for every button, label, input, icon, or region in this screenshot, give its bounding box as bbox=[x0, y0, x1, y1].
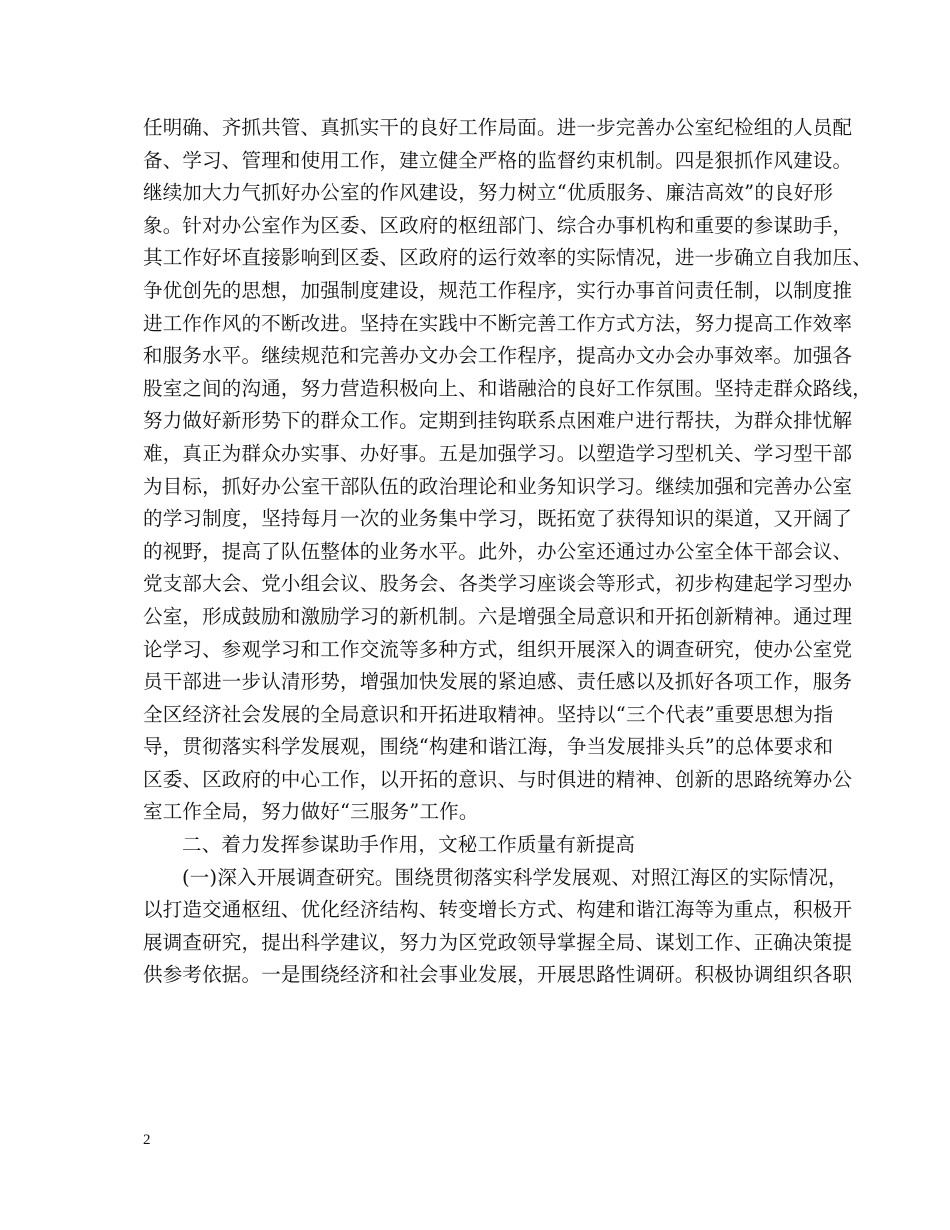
page-number: 2 bbox=[143, 1132, 151, 1148]
text-line-7: 进工作作风的不断改进。坚持在实践中不断完善工作方式方法，努力提高工作效率 bbox=[143, 311, 853, 335]
text-line-21: 区委、区政府的中心工作，以开拓的意识、与时俱进的精神、创新的思路统筹办公 bbox=[143, 767, 853, 791]
text-line-4: 象。针对办公室作为区委、区政府的枢纽部门、综合办事机构和重要的参谋助手， bbox=[143, 213, 853, 237]
text-line-11: 难，真正为群众办实事、办好事。五是加强学习。以塑造学习型机关、学习型干部 bbox=[143, 441, 853, 465]
text-line-27: 供参考依据。一是围绕经济和社会事业发展，开展思路性调研。积极协调组织各职 bbox=[143, 963, 853, 987]
text-line-19: 全区经济社会发展的全局意识和开拓进取精神。坚持以“三个代表”重要思想为指 bbox=[143, 702, 834, 726]
text-line-26: 展调查研究，提出科学建议，努力为区党政领导掌握全局、谋划工作、正确决策提 bbox=[143, 930, 853, 954]
text-line-15: 党支部大会、党小组会议、股务会、各类学习座谈会等形式，初步构建起学习型办 bbox=[143, 572, 853, 596]
text-line-14: 的视野，提高了队伍整体的业务水平。此外，办公室还通过办公室全体干部会议、 bbox=[143, 539, 853, 563]
text-line-12: 为目标，抓好办公室干部队伍的政治理论和业务知识学习。继续加强和完善办公室 bbox=[143, 474, 853, 498]
text-line-8: 和服务水平。继续规范和完善办文办会工作程序，提高办文办会办事效率。加强各 bbox=[143, 344, 853, 368]
text-line-16: 公室，形成鼓励和激励学习的新机制。六是增强全局意识和开拓创新精神。通过理 bbox=[143, 604, 853, 628]
text-line-25: 以打造交通枢纽、优化经济结构、转变增长方式、构建和谐江海等为重点，积极开 bbox=[143, 898, 853, 922]
text-line-5: 其工作好坏直接影响到区委、区政府的运行效率的实际情况，进一步确立自我加压、 bbox=[143, 246, 872, 270]
text-line-9: 股室之间的沟通，努力营造积极向上、和谐融洽的良好工作氛围。坚持走群众路线， bbox=[143, 376, 872, 400]
text-line-22: 室工作全局，努力做好“三服务”工作。 bbox=[143, 800, 479, 824]
text-line-20: 导，贯彻落实科学发展观，围绕“构建和谐江海，争当发展排头兵”的总体要求和 bbox=[143, 735, 834, 759]
text-line-13: 的学习制度，坚持每月一次的业务集中学习，既拓宽了获得知识的渠道，又开阔了 bbox=[143, 507, 853, 531]
text-line-18: 员干部进一步认清形势，增强加快发展的紧迫感、责任感以及抓好各项工作，服务 bbox=[143, 670, 853, 694]
text-line-3: 继续加大力气抓好办公室的作风建设，努力树立“优质服务、廉洁高效”的良好形 bbox=[143, 181, 834, 205]
section-heading: 二、着力发挥参谋助手作用，文秘工作质量有新提高 bbox=[182, 833, 636, 857]
text-line-24: (一)深入开展调查研究。围绕贯彻落实科学发展观、对照江海区的实际情况， bbox=[182, 865, 848, 889]
text-line-17: 论学习、参观学习和工作交流等多种方式，组织开展深入的调查研究，使办公室党 bbox=[143, 637, 853, 661]
text-line-2: 备、学习、管理和使用工作，建立健全严格的监督约束机制。四是狠抓作风建设。 bbox=[143, 148, 853, 172]
text-line-1: 任明确、齐抓共管、真抓实干的良好工作局面。进一步完善办公室纪检组的人员配 bbox=[143, 116, 853, 139]
body-text bbox=[143, 112, 872, 992]
text-line-6: 争优创先的思想，加强制度建设，规范工作程序，实行办事首问责任制，以制度推 bbox=[143, 278, 853, 302]
text-line-10: 努力做好新形势下的群众工作。定期到挂钩联系点困难户进行帮扶，为群众排忧解 bbox=[143, 409, 853, 433]
